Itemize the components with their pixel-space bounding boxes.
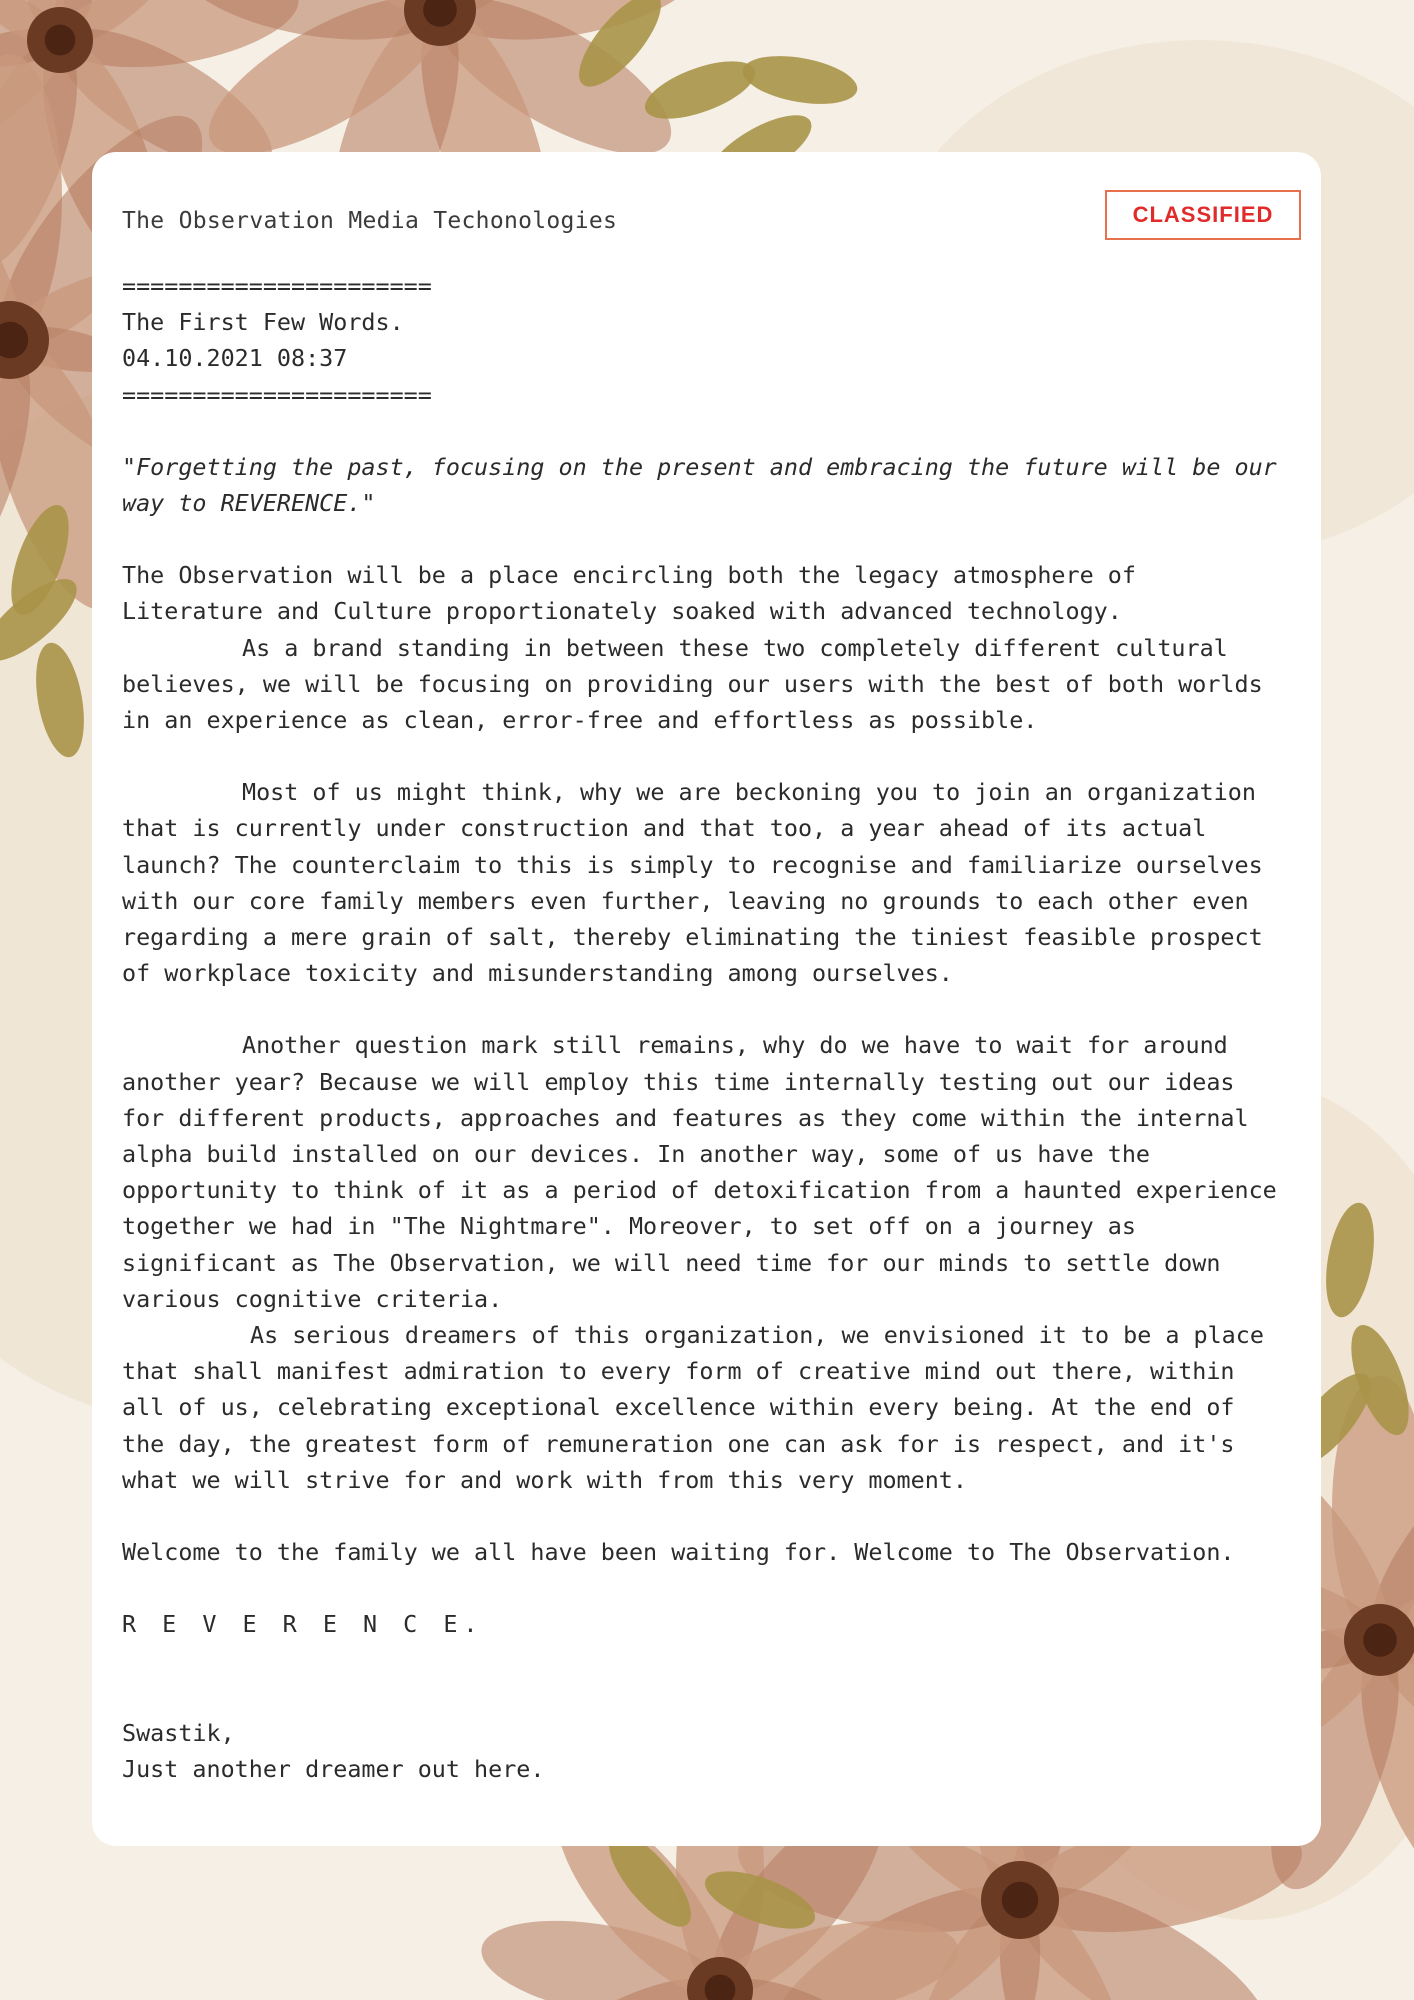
rule-top: ====================== [122, 272, 432, 300]
signature-name: Swastik, [122, 1718, 235, 1747]
company-name: The Observation Media Techonologies [122, 208, 618, 234]
classified-stamp: CLASSIFIED [1105, 190, 1301, 240]
paragraph-5: As serious dreamers of this organization, we envisioned it to be a place that shall manifest admiration to every form of creative mind out there, within all of us, celebrating exceptional excellence within every being. At the end of the day, the greatest form of remuneration one can ask for is respect, and it's what we will strive for and work with from this very moment. [122, 1321, 1279, 1494]
paragraph-2: As a brand standing in between these two completely different cultural believes, we will be focusing on providing our users with the best of both worlds in an experience as clean, error-free and effortless as possible. [122, 633, 1277, 735]
letter-body [122, 268, 1291, 1787]
entry-datetime: 04.10.2021 08:37 [122, 344, 348, 373]
opening-quote: "Forgetting the past, focusing on the present and embracing the future will be our way to REVERENCE." [122, 452, 1291, 518]
paragraph-4: Another question mark still remains, why do we have to wait for around another year? Because we will employ this time internally testing out our ideas for different products, approaches and features as they come within the internal alpha build installed on our devices. In another way, some of us have the opportunity to think of it as a period of detoxification from a haunted experience together we had in "The Nightmare". Moreover, to set off on a journey as significant as The Observation, we will need time for our minds to settle down various cognitive criteria. [122, 1031, 1291, 1313]
signature-tagline: Just another dreamer out here. [122, 1754, 545, 1783]
entry-title: The First Few Words. [122, 308, 404, 337]
paragraph-6: Welcome to the family we all have been waiting for. Welcome to The Observation. [122, 1538, 1235, 1567]
rule-bottom: ====================== [122, 380, 432, 409]
paragraph-1: The Observation will be a place encircling both the legacy atmosphere of Literature and Culture proportionately soaked with advanced technology. [122, 561, 1151, 626]
motto: R E V E R E N C E. [122, 1610, 484, 1639]
letter-card [92, 152, 1321, 1846]
paragraph-3: Most of us might think, why we are beckoning you to join an organization that is currently under construction and that too, a year ahead of its actual launch? The counterclaim to this is simply to recognise and familiarize ourselves with our core family members even further, leaving no grounds to each other even regarding a mere grain of salt, thereby eliminating the tiniest feasible prospect of workplace toxicity and misunderstanding among ourselves. [122, 778, 1277, 988]
